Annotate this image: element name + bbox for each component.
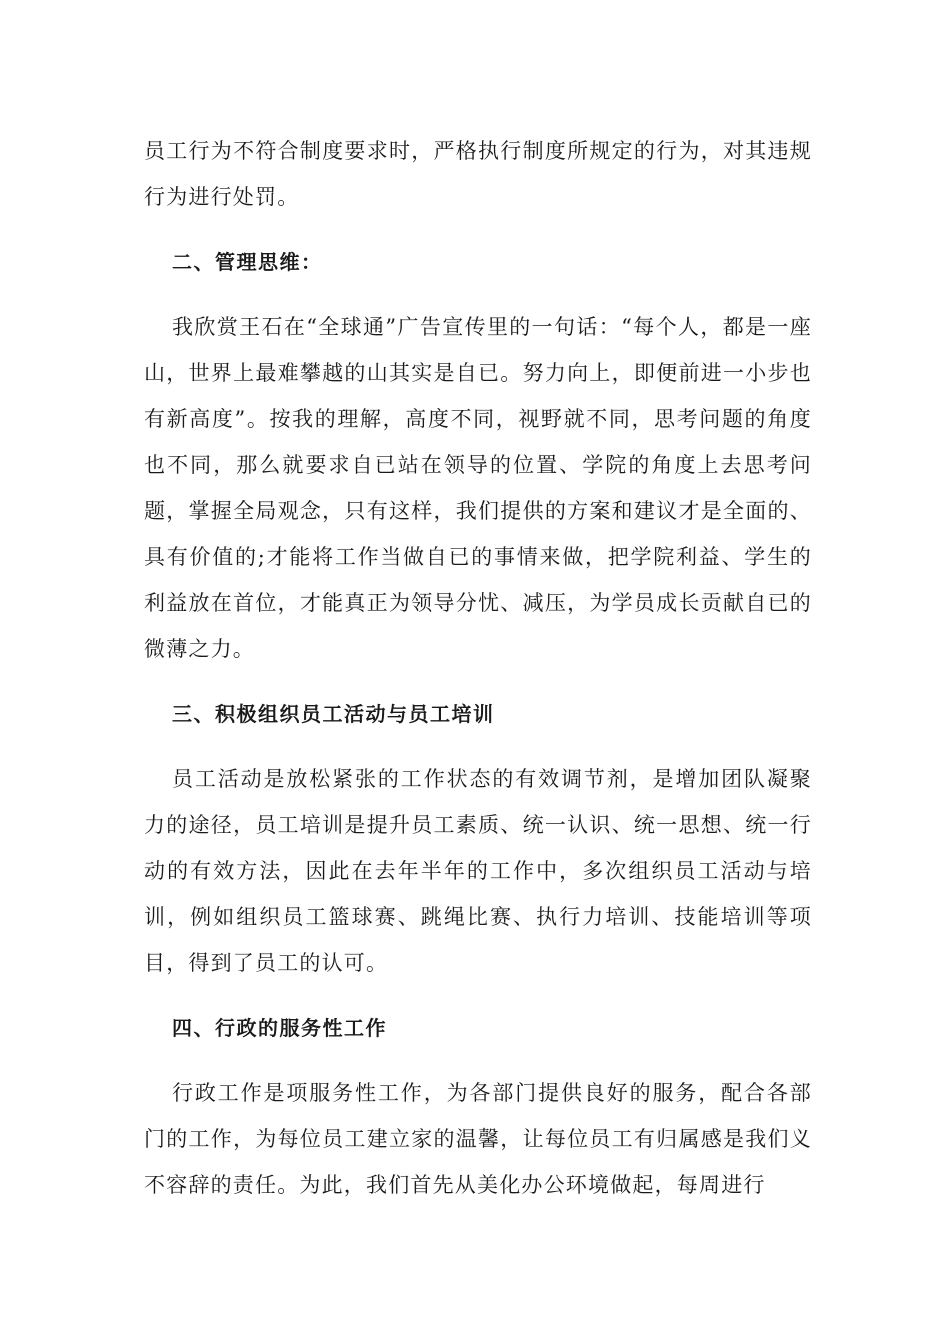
section-heading-employee-activities: 三、积极组织员工活动与员工培训	[172, 702, 495, 726]
section-heading-management-thinking: 二、管理思维：	[172, 250, 323, 274]
paragraph-employee-activities: 员工活动是放松紧张的工作状态的有效调节剂，是增加团队凝聚力的途径，员工培训是提升员工素质、统一认识、统一思想、统一行动的有效方法，因此在去年半年的工作中，多次组织员工活动与培训，例如组织员工篮球赛、跳绳比赛、执行力培训、技能培训等项目，得到了员工的认可。	[144, 767, 812, 975]
paragraph-management-thinking: 我欣赏王石在“全球通”广告宣传里的一句话：“每个人，都是一座山，世界上最难攀越的山其实是自已。努力向上，即便前进一小步也有新高度”。按我的理解，高度不同，视野就不同，思考问题的角度也不同，那么就要求自已站在领导的位置、学院的角度上去思考问题，掌握全局观念，只有这样，我们提供的方案和建议才是全面的、具有价值的;才能将工作当做自已的事情来做，把学院利益、学生的利益放在首位，才能真正为领导分忧、减压，为学员成长贡献自已的微薄之力。	[144, 315, 812, 661]
paragraph-continuation: 员工行为不符合制度要求时，严格执行制度所规定的行为，对其违规行为进行处罚。	[144, 139, 812, 209]
document-body	[144, 128, 812, 1227]
section-heading-admin-service: 四、行政的服务性工作	[172, 1016, 387, 1040]
paragraph-admin-service: 行政工作是项服务性工作，为各部门提供良好的服务，配合各部门的工作，为每位员工建立家的温馨，让每位员工有归属感是我们义不容辞的责任。为此，我们首先从美化办公环境做起，每周进行	[144, 1081, 812, 1197]
